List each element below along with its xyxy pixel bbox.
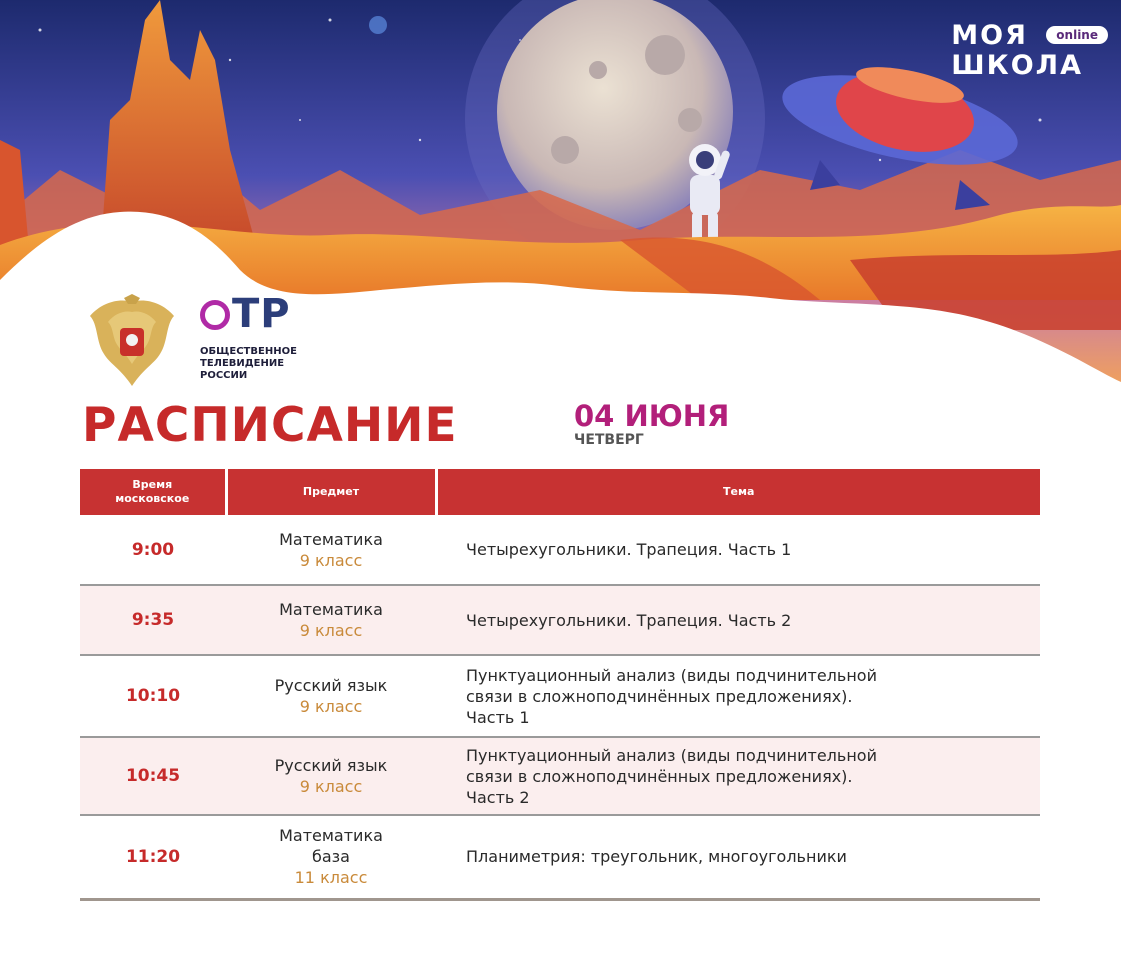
table-row (80, 815, 1040, 899)
otr-subtitle-line: ТЕЛЕВИДЕНИЕ (200, 358, 285, 369)
lesson-topic (436, 815, 1040, 899)
table-row (80, 515, 1040, 585)
otr-ring-icon (200, 300, 230, 330)
subject-name: Математика (279, 529, 383, 549)
otr-subtitle (200, 346, 297, 382)
schedule-table (80, 469, 1040, 901)
column-header-topic: Тема (436, 469, 1040, 515)
otr-mark-text: ТР (232, 291, 291, 337)
lesson-topic (436, 655, 1040, 737)
otr-logo (200, 292, 297, 382)
grade-label: 11 класс (294, 868, 368, 888)
lesson-time: 10:45 (80, 737, 226, 815)
topic-line: Пунктуационный анализ (виды подчинительной (466, 745, 877, 765)
brand-word-1: МОЯ (951, 20, 1028, 51)
topic-line: Планиметрия: треугольник, многоугольники (466, 847, 847, 867)
table-row (80, 737, 1040, 815)
topic-line: связи в сложноподчинённых предложениях). (466, 766, 853, 786)
coat-of-arms-icon (84, 294, 180, 388)
grade-label: 9 класс (299, 621, 363, 640)
topic-line: Четырехугольники. Трапеция. Часть 1 (466, 540, 792, 559)
table-row (80, 585, 1040, 655)
lesson-subject (226, 515, 436, 585)
lesson-time: 9:00 (80, 515, 226, 585)
subject-name: Математика (279, 600, 383, 619)
online-badge: online (1046, 26, 1108, 44)
brand-logo (951, 20, 1098, 81)
page-title: РАСПИСАНИЕ (82, 398, 458, 453)
subject-name: Математика (279, 826, 383, 846)
topic-line: связи в сложноподчинённых предложениях). (466, 686, 853, 706)
date-weekday: ЧЕТВЕРГ (574, 432, 644, 448)
table-row (80, 655, 1040, 737)
otr-subtitle-line: РОССИИ (200, 370, 248, 381)
lesson-time: 9:35 (80, 585, 226, 655)
lesson-time: 11:20 (80, 815, 226, 899)
lesson-subject (226, 585, 436, 655)
topic-line: Четырехугольники. Трапеция. Часть 2 (466, 610, 792, 630)
grade-label: 9 класс (299, 777, 363, 796)
date-block (574, 400, 729, 448)
subject-name: база (312, 847, 350, 867)
lesson-time: 10:10 (80, 655, 226, 737)
lesson-topic (436, 585, 1040, 655)
topic-line: Пунктуационный анализ (виды подчинительной (466, 665, 877, 685)
lesson-topic (436, 737, 1040, 815)
lesson-topic (436, 515, 1040, 585)
topic-line: Часть 2 (466, 787, 530, 807)
column-header-time-line: московское (115, 492, 190, 505)
grade-label: 9 класс (299, 550, 363, 570)
lesson-subject (226, 655, 436, 737)
lesson-subject (226, 737, 436, 815)
column-header-time (80, 469, 226, 515)
subject-name: Русский язык (274, 676, 388, 695)
column-header-subject: Предмет (226, 469, 436, 515)
grade-label: 9 класс (299, 697, 363, 716)
partner-logos (84, 292, 344, 392)
topic-line: Часть 1 (466, 707, 530, 727)
table-header-row (80, 469, 1040, 515)
subject-name: Русский язык (274, 756, 388, 775)
lesson-subject (226, 815, 436, 899)
brand-word-2: ШКОЛА (951, 50, 1083, 81)
date-day: 04 ИЮНЯ (574, 399, 730, 433)
otr-subtitle-line: ОБЩЕСТВЕННОЕ (200, 346, 297, 357)
column-header-time-line: Время (132, 478, 173, 491)
